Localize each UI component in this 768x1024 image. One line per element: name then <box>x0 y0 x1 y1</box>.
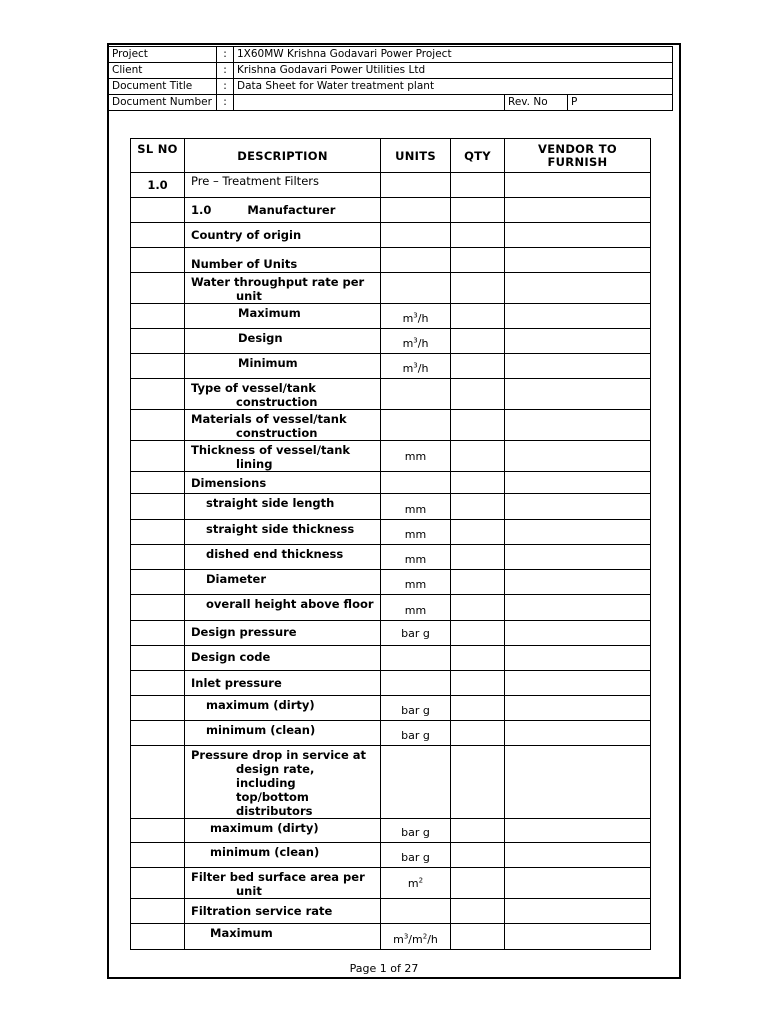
qty-cell[interactable] <box>451 354 505 379</box>
units-cell[interactable]: bar g <box>381 696 451 721</box>
sl-no-cell <box>131 441 185 472</box>
qty-cell[interactable] <box>451 329 505 354</box>
description-cell <box>185 273 381 304</box>
sl-no-cell <box>131 746 185 819</box>
sl-no-cell <box>131 646 185 671</box>
description-line: unit <box>236 289 262 303</box>
description-line: top/bottom <box>236 790 309 804</box>
vendor-header-line-1: VENDOR TO <box>538 141 617 156</box>
qty-cell[interactable] <box>451 410 505 441</box>
unit-text: /h <box>417 362 429 375</box>
vendor-cell[interactable] <box>505 248 651 273</box>
table-row <box>131 924 651 950</box>
qty-cell[interactable] <box>451 696 505 721</box>
table-row <box>131 545 651 570</box>
vendor-cell[interactable] <box>505 595 651 621</box>
sl-no-cell <box>131 924 185 950</box>
description-cell: Number of Units <box>185 248 381 273</box>
table-row <box>131 746 651 819</box>
qty-cell[interactable] <box>451 223 505 248</box>
qty-cell[interactable] <box>451 899 505 924</box>
units-cell[interactable]: bar g <box>381 819 451 843</box>
sl-no-cell <box>131 472 185 494</box>
unit-text: m <box>402 337 414 350</box>
table-row <box>131 304 651 329</box>
client-label: Client <box>109 63 217 79</box>
vendor-cell[interactable] <box>505 545 651 570</box>
unit-superscript: 3 <box>413 311 418 320</box>
units-cell[interactable] <box>381 671 451 696</box>
description-cell: Design <box>185 329 381 354</box>
document-number-value <box>234 95 505 111</box>
table-row <box>131 899 651 924</box>
unit-superscript: 2 <box>422 932 428 941</box>
vendor-cell[interactable] <box>505 410 651 441</box>
unit-superscript: 3 <box>403 932 409 941</box>
vendor-cell[interactable] <box>505 819 651 843</box>
table-row <box>131 441 651 472</box>
vendor-cell[interactable] <box>505 273 651 304</box>
sl-no-cell <box>131 570 185 595</box>
table-row <box>131 868 651 899</box>
table-row <box>131 646 651 671</box>
sl-no-cell <box>131 621 185 646</box>
qty-cell[interactable] <box>451 441 505 472</box>
table-row <box>131 223 651 248</box>
qty-cell[interactable] <box>451 746 505 819</box>
document-number-label: Document Number <box>109 95 217 111</box>
units-cell[interactable] <box>381 379 451 410</box>
qty-cell[interactable] <box>451 520 505 545</box>
colon: : <box>217 47 234 63</box>
column-header-description: DESCRIPTION <box>185 139 381 173</box>
units-cell[interactable] <box>381 329 451 354</box>
vendor-cell[interactable] <box>505 671 651 696</box>
vendor-cell[interactable] <box>505 721 651 746</box>
sl-no-cell <box>131 410 185 441</box>
project-label: Project <box>109 47 217 63</box>
sl-no-cell <box>131 379 185 410</box>
table-row <box>131 570 651 595</box>
table-row <box>131 354 651 379</box>
unit-text: /h <box>427 933 438 946</box>
description-line: construction <box>236 395 318 409</box>
table-header-row <box>131 139 651 173</box>
sl-no-cell <box>131 545 185 570</box>
column-header-units: UNITS <box>381 139 451 173</box>
header-row-document-number <box>109 95 673 111</box>
table-row <box>131 721 651 746</box>
table-row <box>131 173 651 198</box>
units-cell[interactable]: mm <box>381 494 451 520</box>
item-label: Manufacturer <box>247 203 336 217</box>
colon: : <box>217 79 234 95</box>
page-number: Page 1 of 27 <box>349 962 419 975</box>
table-row <box>131 819 651 843</box>
units-cell[interactable]: mm <box>381 520 451 545</box>
table-row <box>131 273 651 304</box>
unit-superscript: 3 <box>413 361 418 370</box>
sl-no-cell <box>131 721 185 746</box>
revision-value: P <box>568 95 673 111</box>
description-cell: Dimensions <box>185 472 381 494</box>
unit-text: /m <box>408 933 423 946</box>
description-cell: dished end thickness <box>185 545 381 570</box>
description-cell <box>185 441 381 472</box>
qty-cell[interactable] <box>451 868 505 899</box>
description-cell <box>185 746 381 819</box>
unit-text: /h <box>417 337 429 350</box>
unit-text: m <box>407 876 419 890</box>
description-cell <box>185 198 381 223</box>
sl-no-cell <box>131 223 185 248</box>
units-cell[interactable] <box>381 868 451 899</box>
qty-cell[interactable] <box>451 472 505 494</box>
sl-no-cell <box>131 494 185 520</box>
sl-no-cell <box>131 248 185 273</box>
vendor-cell[interactable] <box>505 746 651 819</box>
units-cell[interactable] <box>381 924 451 950</box>
document-title-label: Document Title <box>109 79 217 95</box>
table-row <box>131 671 651 696</box>
description-cell: minimum (clean) <box>185 721 381 746</box>
qty-cell[interactable] <box>451 621 505 646</box>
sl-no-cell <box>131 304 185 329</box>
table-row <box>131 410 651 441</box>
sl-no-cell <box>131 843 185 868</box>
column-header-qty: QTY <box>451 139 505 173</box>
description-cell <box>185 410 381 441</box>
table-row <box>131 520 651 545</box>
units-cell[interactable] <box>381 410 451 441</box>
units-cell[interactable]: mm <box>381 570 451 595</box>
sl-no-cell <box>131 696 185 721</box>
qty-cell[interactable] <box>451 570 505 595</box>
qty-cell[interactable] <box>451 721 505 746</box>
column-header-sl-no: SL NO <box>131 139 185 173</box>
data-sheet-table <box>130 138 651 950</box>
table-row <box>131 696 651 721</box>
sl-no-cell: 1.0 <box>131 173 185 198</box>
item-number: 1.0 <box>191 203 212 217</box>
table-row <box>131 621 651 646</box>
table-row <box>131 329 651 354</box>
sl-no-cell <box>131 671 185 696</box>
units-cell[interactable] <box>381 173 451 198</box>
vendor-header-line-2: FURNISH <box>547 154 608 169</box>
vendor-cell[interactable] <box>505 173 651 198</box>
units-cell[interactable] <box>381 304 451 329</box>
description-cell: straight side length <box>185 494 381 520</box>
sl-no-cell <box>131 354 185 379</box>
vendor-cell[interactable] <box>505 899 651 924</box>
description-cell: overall height above floor <box>185 595 381 621</box>
units-cell[interactable] <box>381 223 451 248</box>
vendor-cell[interactable] <box>505 696 651 721</box>
unit-superscript: 3 <box>413 336 418 345</box>
units-cell[interactable] <box>381 273 451 304</box>
vendor-cell[interactable] <box>505 924 651 950</box>
description-cell: straight side thickness <box>185 520 381 545</box>
units-cell[interactable]: mm <box>381 595 451 621</box>
qty-cell[interactable] <box>451 379 505 410</box>
unit-text: m <box>393 933 404 946</box>
colon: : <box>217 95 234 111</box>
document-header-table <box>108 46 673 111</box>
units-cell[interactable]: bar g <box>381 721 451 746</box>
units-cell[interactable]: bar g <box>381 843 451 868</box>
qty-cell[interactable] <box>451 304 505 329</box>
qty-cell[interactable] <box>451 646 505 671</box>
vendor-cell[interactable] <box>505 621 651 646</box>
vendor-cell[interactable] <box>505 494 651 520</box>
units-cell[interactable] <box>381 646 451 671</box>
qty-cell[interactable] <box>451 545 505 570</box>
vendor-cell[interactable] <box>505 843 651 868</box>
colon: : <box>217 63 234 79</box>
qty-cell[interactable] <box>451 273 505 304</box>
project-value: 1X60MW Krishna Godavari Power Project <box>234 47 673 63</box>
description-cell <box>185 868 381 899</box>
units-cell[interactable] <box>381 746 451 819</box>
units-cell[interactable] <box>381 472 451 494</box>
description-cell: minimum (clean) <box>185 843 381 868</box>
header-row-project <box>109 47 673 63</box>
sl-no-cell <box>131 198 185 223</box>
description-cell: Design pressure <box>185 621 381 646</box>
table-row <box>131 595 651 621</box>
vendor-cell[interactable] <box>505 223 651 248</box>
description-cell: maximum (dirty) <box>185 819 381 843</box>
description-line: Pressure drop in service at <box>191 748 367 762</box>
qty-cell[interactable] <box>451 671 505 696</box>
vendor-cell[interactable] <box>505 441 651 472</box>
unit-text: m <box>402 312 414 325</box>
table-row <box>131 843 651 868</box>
sl-no-cell <box>131 595 185 621</box>
sl-no-cell <box>131 520 185 545</box>
description-line: construction <box>236 426 318 440</box>
units-cell[interactable]: mm <box>381 441 451 472</box>
description-line: lining <box>236 457 273 471</box>
header-row-client <box>109 63 673 79</box>
sl-no-cell <box>131 868 185 899</box>
table-row <box>131 198 651 223</box>
revision-label: Rev. No <box>505 95 568 111</box>
table-row <box>131 248 651 273</box>
description-cell: Minimum <box>185 354 381 379</box>
units-cell[interactable] <box>381 248 451 273</box>
qty-cell[interactable] <box>451 595 505 621</box>
sl-no-cell <box>131 819 185 843</box>
description-line: Type of vessel/tank <box>191 381 316 395</box>
header-row-document-title <box>109 79 673 95</box>
sl-no-cell <box>131 329 185 354</box>
vendor-cell[interactable] <box>505 868 651 899</box>
description-cell: Inlet pressure <box>185 671 381 696</box>
unit-text: /h <box>417 312 429 325</box>
description-cell: maximum (dirty) <box>185 696 381 721</box>
description-line: Materials of vessel/tank <box>191 412 347 426</box>
description-line: unit <box>236 884 262 898</box>
unit-superscript: 2 <box>418 875 424 884</box>
qty-cell[interactable] <box>451 819 505 843</box>
description-cell: Country of origin <box>185 223 381 248</box>
qty-cell[interactable] <box>451 924 505 950</box>
vendor-cell[interactable] <box>505 520 651 545</box>
description-line: Water throughput rate per <box>191 275 365 289</box>
description-cell: Pre – Treatment Filters <box>185 173 381 198</box>
description-cell: Maximum <box>185 924 381 950</box>
sl-no-cell <box>131 273 185 304</box>
description-line: Thickness of vessel/tank <box>191 443 351 457</box>
vendor-cell[interactable] <box>505 570 651 595</box>
units-cell[interactable] <box>381 198 451 223</box>
vendor-cell[interactable] <box>505 646 651 671</box>
units-cell[interactable] <box>381 899 451 924</box>
qty-cell[interactable] <box>451 173 505 198</box>
qty-cell[interactable] <box>451 248 505 273</box>
sl-no-cell <box>131 899 185 924</box>
qty-cell[interactable] <box>451 494 505 520</box>
description-line: Filter bed surface area per <box>191 870 365 884</box>
description-line: distributors <box>236 804 313 818</box>
column-header-vendor-to-furnish <box>505 139 651 173</box>
vendor-cell[interactable] <box>505 354 651 379</box>
vendor-cell[interactable] <box>505 304 651 329</box>
description-cell: Maximum <box>185 304 381 329</box>
vendor-cell[interactable] <box>505 379 651 410</box>
description-line: design rate, including <box>236 762 315 790</box>
description-cell: Filtration service rate <box>185 899 381 924</box>
client-value: Krishna Godavari Power Utilities Ltd <box>234 63 673 79</box>
qty-cell[interactable] <box>451 198 505 223</box>
vendor-cell[interactable] <box>505 198 651 223</box>
table-row <box>131 379 651 410</box>
description-cell <box>185 379 381 410</box>
units-cell[interactable]: bar g <box>381 621 451 646</box>
qty-cell[interactable] <box>451 843 505 868</box>
description-cell: Design code <box>185 646 381 671</box>
units-cell[interactable]: mm <box>381 545 451 570</box>
table-row <box>131 472 651 494</box>
vendor-cell[interactable] <box>505 472 651 494</box>
unit-text: m <box>402 362 414 375</box>
vendor-cell[interactable] <box>505 329 651 354</box>
table-row <box>131 494 651 520</box>
units-cell[interactable] <box>381 354 451 379</box>
document-title-value: Data Sheet for Water treatment plant <box>234 79 673 95</box>
description-cell: Diameter <box>185 570 381 595</box>
